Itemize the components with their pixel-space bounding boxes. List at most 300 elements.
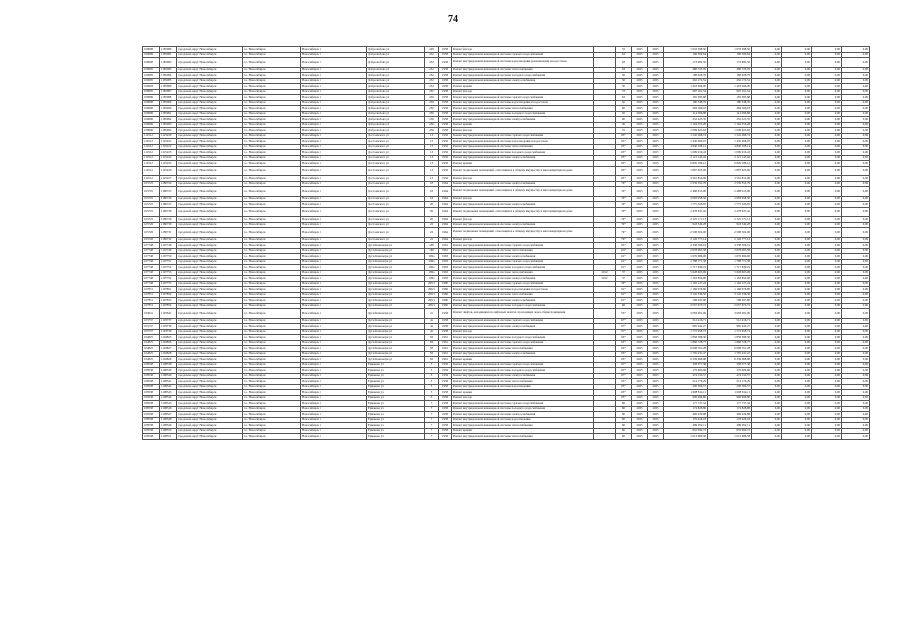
cell-city: Новосибирск г [301,298,367,304]
cell-total-cost: 196 509,64 [664,52,708,58]
cell-plan-start-year: 2025 [632,222,648,228]
cell-fund-cost: 1 166 976,80 [708,287,752,293]
cell-owner-funds: 0,00 [842,351,870,357]
cell-owner-funds: 0,00 [842,303,870,309]
cell-municipal-funds: 0,00 [812,100,842,106]
cell-object-id: 1180729 [160,217,177,223]
cell-object-id: 1108540 [160,373,177,379]
cell-municipality: городской округ Новосибирск [177,67,243,73]
cell-built-year: 1963 [439,276,452,282]
cell-municipal-funds: 0,00 [812,276,842,282]
cell-regional-funds: 0,00 [782,155,812,161]
cell-federal-funds: 0,00 [752,78,782,84]
cell-reg-code: 103737 [143,324,160,330]
cell-street: Ермакова ул [367,417,425,423]
cell-federal-funds: 0,00 [752,340,782,346]
cell-plan-end-year: 2025 [648,222,664,228]
cell-city: Новосибирск г [301,329,367,335]
cell-reg-code: 109693 [143,84,160,90]
cell-federal-funds: 0,00 [752,155,782,161]
cell-owner-funds: 0,00 [842,58,870,68]
cell-work-type: Ремонт внутридомовой инженерной системы электроснабжения [452,78,594,84]
cell-regional-funds: 0,00 [782,395,812,401]
cell-reg-code: 103725 [143,207,160,217]
cell-plan-start-year: 2025 [632,84,648,90]
cell-plan-start-year: 2025 [632,373,648,379]
cell-owner-funds: 0,00 [842,368,870,374]
cell-plan-end-year: 2025 [648,100,664,106]
cell-municipality: городской округ Новосибирск [177,139,243,145]
cell-settlement: г.о. Новосибирск [243,139,301,145]
cell-work-type: Ремонт внутридомовой инженерной системы горячего водоснабжения [452,318,594,324]
cell-regional-funds: 0,00 [782,222,812,228]
cell-total-cost: 1 670 696,00 [664,254,708,260]
cell-total-cost: 6 098 761,28 [664,346,708,352]
cell-regional-funds: 0,00 [782,335,812,341]
cell-city: Новосибирск г [301,117,367,123]
cell-street: Дуси Ковальчук ул [367,324,425,330]
cell-work-type: Ремонт внутридомовой инженерной системы водоотведения и водостоков [452,287,594,293]
cell-municipal-funds: 0,00 [812,373,842,379]
cell-reg-code: 107748 [143,243,160,249]
cell-house: 18 [425,181,439,187]
cell-municipal-funds: 0,00 [812,187,842,197]
cell-work-type: Ремонт внутридомовой инженерной системы холодного водоснабжения [452,335,594,341]
cell-plan-start-year: 2025 [632,428,648,434]
cell-prev-repair-year [594,58,616,68]
cell-wear-percent: 50 [616,111,632,117]
cell-settlement: г.о. Новосибирск [243,428,301,434]
cell-built-year: 1960 [439,298,452,304]
cell-municipality: городской округ Новосибирск [177,181,243,187]
cell-reg-code: 108538 [143,390,160,396]
cell-federal-funds: 0,00 [752,368,782,374]
cell-street: Достоевского ул [367,133,425,139]
cell-settlement: г.о. Новосибирск [243,368,301,374]
cell-fund-cost: 469 229,88 [708,412,752,418]
cell-plan-start-year: 2025 [632,292,648,298]
cell-house: 22 [425,228,439,238]
cell-work-type: Ремонт внутридомовой инженерной системы холодного водоснабжения [452,368,594,374]
cell-city: Новосибирск г [301,161,367,167]
cell-built-year: 1964 [439,202,452,208]
cell-house: 4а [425,329,439,335]
cell-reg-code: 108538 [143,362,160,368]
cell-work-type: Ремонт внутридомовой инженерной системы теплоснабжения [452,292,594,298]
cell-object-id: 1185083 [160,67,177,73]
cell-street: Достоевского ул [367,181,425,187]
cell-built-year: 1958 [439,84,452,90]
cell-municipality: городской округ Новосибирск [177,89,243,95]
cell-total-cost: 358 077,38 [664,362,708,368]
cell-object-id: 1104827 [160,346,177,352]
cell-settlement: г.о. Новосибирск [243,106,301,112]
cell-owner-funds: 0,00 [842,243,870,249]
cell-settlement: г.о. Новосибирск [243,417,301,423]
cell-plan-end-year: 2025 [648,303,664,309]
cell-house: 20 [425,202,439,208]
cell-regional-funds: 0,00 [782,243,812,249]
cell-regional-funds: 0,00 [782,379,812,385]
cell-total-cost: 6 826 186,12 [664,161,708,167]
cell-municipality: городской округ Новосибирск [177,117,243,123]
cell-fund-cost: 1 164 353,28 [708,122,752,128]
cell-plan-end-year: 2025 [648,254,664,260]
cell-reg-code: 107748 [143,270,160,276]
cell-street: Достоевского ул [367,161,425,167]
cell-built-year: 1958 [439,329,452,335]
cell-federal-funds: 0,00 [752,58,782,68]
cell-object-id: 1108541 [160,379,177,385]
cell-federal-funds: 0,00 [752,276,782,282]
cell-reg-code: 107748 [143,254,160,260]
cell-object-id: 1125226 [160,166,177,176]
cell-municipality: городской округ Новосибирск [177,406,243,412]
cell-work-type: Ремонт фасада [452,395,594,401]
cell-regional-funds: 0,00 [782,78,812,84]
cell-fund-cost: 489 052,11 [708,423,752,429]
cell-work-type: Ремонт внутридомовой инженерной системы теплоснабжения [452,67,594,73]
cell-house: 5 [425,390,439,396]
cell-wear-percent: 79* [616,237,632,243]
cell-municipal-funds: 0,00 [812,52,842,58]
cell-fund-cost: 3 083 481,00 [708,309,752,319]
cell-federal-funds: 0,00 [752,47,782,53]
cell-built-year: 1963 [439,270,452,276]
cell-total-cost: 1 013 686,58 [664,434,708,440]
cell-regional-funds: 0,00 [782,270,812,276]
cell-municipality: городской округ Новосибирск [177,417,243,423]
cell-plan-start-year: 2025 [632,67,648,73]
cell-owner-funds: 0,00 [842,309,870,319]
cell-municipality: городской округ Новосибирск [177,111,243,117]
cell-house: 22 [425,222,439,228]
cell-work-type: Ремонт внутридомовой инженерной системы теплоснабжения [452,248,594,254]
cell-reg-code: 107851 [143,287,160,293]
cell-built-year: 1956 [439,133,452,139]
cell-city: Новосибирск г [301,434,367,440]
cell-municipal-funds: 0,00 [812,318,842,324]
cell-municipality: городской округ Новосибирск [177,281,243,287]
cell-total-cost: 1 450 066,97 [664,139,708,145]
cell-house: 248 [425,47,439,53]
cell-work-type: Ремонт внутридомовой инженерной системы теплоснабжения [452,434,594,440]
cell-street: Достоевского ул [367,228,425,238]
cell-wear-percent: 63* [616,150,632,156]
cell-wear-percent: 61* [616,259,632,265]
cell-settlement: г.о. Новосибирск [243,351,301,357]
cell-city: Новосибирск г [301,368,367,374]
cell-settlement: г.о. Новосибирск [243,122,301,128]
cell-city: Новосибирск г [301,346,367,352]
cell-city: Новосибирск г [301,144,367,150]
cell-work-type: Ремонт внутридомовой инженерной системы теплоснабжения [452,144,594,150]
cell-settlement: г.о. Новосибирск [243,423,301,429]
cell-reg-code: 109695 [143,89,160,95]
cell-house: 41 [425,309,439,319]
cell-municipal-funds: 0,00 [812,58,842,68]
cell-street: Достоевского ул [367,202,425,208]
cell-plan-end-year: 2025 [648,84,664,90]
cell-plan-end-year: 2025 [648,434,664,440]
cell-municipality: городской округ Новосибирск [177,155,243,161]
cell-plan-end-year: 2025 [648,217,664,223]
cell-reg-code: 107748 [143,259,160,265]
cell-fund-cost: 1 545 268,74 [708,133,752,139]
cell-federal-funds: 0,00 [752,379,782,385]
cell-city: Новосибирск г [301,176,367,182]
cell-plan-end-year: 2025 [648,181,664,187]
cell-regional-funds: 0,00 [782,265,812,271]
cell-built-year: 1958 [439,111,452,117]
cell-plan-start-year: 2025 [632,95,648,101]
cell-settlement: г.о. Новосибирск [243,207,301,217]
cell-municipality: городской округ Новосибирск [177,144,243,150]
cell-owner-funds: 0,00 [842,417,870,423]
cell-city: Новосибирск г [301,150,367,156]
cell-work-type: Ремонт внутридомовой инженерной системы теплоснабжения [452,346,594,352]
cell-street: Добролюбова ул [367,117,425,123]
cell-regional-funds: 0,00 [782,52,812,58]
cell-owner-funds: 0,00 [842,150,870,156]
cell-settlement: г.о. Новосибирск [243,217,301,223]
cell-reg-code: 112512 [143,133,160,139]
cell-object-id: 1103739 [160,329,177,335]
cell-municipal-funds: 0,00 [812,254,842,260]
cell-city: Новосибирск г [301,318,367,324]
cell-regional-funds: 0,00 [782,329,812,335]
cell-municipality: городской округ Новосибирск [177,202,243,208]
cell-settlement: г.о. Новосибирск [243,100,301,106]
cell-regional-funds: 0,00 [782,144,812,150]
cell-object-id: 1107754 [160,276,177,282]
cell-work-type: Ремонт внутридомовой инженерной системы горячего водоснабжения [452,340,594,346]
cell-house: 13 [425,166,439,176]
cell-city: Новосибирск г [301,324,367,330]
cell-municipality: городской округ Новосибирск [177,276,243,282]
cell-municipal-funds: 0,00 [812,111,842,117]
cell-wear-percent: 67* [616,362,632,368]
cell-object-id: 1108551 [160,434,177,440]
cell-municipal-funds: 0,00 [812,428,842,434]
cell-street: Дуси Ковальчук ул [367,243,425,249]
cell-reg-code: 109696 [143,111,160,117]
cell-plan-end-year: 2025 [648,281,664,287]
cell-total-cost: 1 545 268,74 [664,133,708,139]
cell-regional-funds: 0,00 [782,166,812,176]
cell-house: 4а [425,318,439,324]
cell-work-type: Ремонт внутридомовой инженерной системы теплоснабжения [452,106,594,112]
cell-plan-start-year: 2025 [632,89,648,95]
cell-owner-funds: 0,00 [842,207,870,217]
cell-federal-funds: 0,00 [752,117,782,123]
cell-city: Новосибирск г [301,139,367,145]
cell-built-year: 1958 [439,89,452,95]
cell-municipality: городской округ Новосибирск [177,106,243,112]
cell-house: 169a [425,276,439,282]
cell-federal-funds: 0,00 [752,324,782,330]
cell-fund-cost: 1 633 598,50 [708,47,752,53]
cell-reg-code: 108538 [143,373,160,379]
cell-total-cost: 1 788 771,38 [664,259,708,265]
cell-wear-percent: 79* [616,217,632,223]
cell-regional-funds: 0,00 [782,362,812,368]
cell-municipality: городской округ Новосибирск [177,351,243,357]
cell-municipality: городской округ Новосибирск [177,287,243,293]
cell-object-id: 1185082 [160,58,177,68]
cell-built-year: 1960 [439,292,452,298]
cell-regional-funds: 0,00 [782,117,812,123]
cell-wear-percent: 63 [616,58,632,68]
cell-reg-code: 107748 [143,276,160,282]
cell-wear-percent: 60 [616,303,632,309]
cell-fund-cost: 6 826 186,12 [708,161,752,167]
cell-plan-end-year: 2025 [648,401,664,407]
cell-plan-end-year: 2025 [648,265,664,271]
cell-federal-funds: 0,00 [752,329,782,335]
cell-plan-start-year: 2025 [632,434,648,440]
cell-owner-funds: 0,00 [842,373,870,379]
cell-total-cost: 474 150,57 [664,373,708,379]
cell-municipal-funds: 0,00 [812,401,842,407]
cell-municipal-funds: 0,00 [812,144,842,150]
cell-object-id: 1108544 [160,395,177,401]
cell-owner-funds: 0,00 [842,324,870,330]
cell-wear-percent: 53* [616,309,632,319]
cell-municipal-funds: 0,00 [812,270,842,276]
cell-settlement: г.о. Новосибирск [243,73,301,79]
cell-municipal-funds: 0,00 [812,166,842,176]
cell-wear-percent: 63 [616,67,632,73]
cell-reg-code: 108538 [143,417,160,423]
cell-settlement: г.о. Новосибирск [243,281,301,287]
cell-fund-cost: 2 508 302,00 [708,228,752,238]
cell-municipality: городской округ Новосибирск [177,324,243,330]
cell-owner-funds: 0,00 [842,281,870,287]
cell-street: Дуси Ковальчук ул [367,303,425,309]
cell-built-year: 1956 [439,166,452,176]
cell-federal-funds: 0,00 [752,270,782,276]
cell-plan-end-year: 2025 [648,78,664,84]
cell-federal-funds: 0,00 [752,95,782,101]
cell-reg-code: 109695 [143,67,160,73]
cell-federal-funds: 0,00 [752,187,782,197]
cell-street: Добролюбова ул [367,84,425,90]
cell-street: Достоевского ул [367,187,425,197]
cell-fund-cost: 1 008 814,11 [708,390,752,396]
cell-house: 4а [425,324,439,330]
cell-wear-percent: 61* [616,265,632,271]
cell-municipality: городской округ Новосибирск [177,217,243,223]
cell-house: 18 [425,196,439,202]
cell-wear-percent: 61* [616,287,632,293]
cell-federal-funds: 0,00 [752,259,782,265]
cell-total-cost: 489 052,11 [664,423,708,429]
cell-plan-start-year: 2025 [632,47,648,53]
cell-municipality: городской округ Новосибирск [177,292,243,298]
cell-reg-code: 104825 [143,335,160,341]
cell-built-year: 1956 [439,150,452,156]
cell-municipal-funds: 0,00 [812,202,842,208]
cell-prev-repair-year [594,207,616,217]
cell-built-year: 1961 [439,346,452,352]
cell-house: 3 [425,368,439,374]
cell-municipality: городской округ Новосибирск [177,428,243,434]
cell-street: Дуси Ковальчук ул [367,329,425,335]
cell-street: Достоевского ул [367,139,425,145]
cell-total-cost: 2 125 171,13 [664,217,708,223]
cell-street: Добролюбова ул [367,128,425,134]
cell-work-type: Ремонт внутридомовой инженерной системы электроснабжения [452,298,594,304]
cell-owner-funds: 0,00 [842,52,870,58]
cell-settlement: г.о. Новосибирск [243,237,301,243]
cell-plan-end-year: 2025 [648,243,664,249]
cell-settlement: г.о. Новосибирск [243,287,301,293]
cell-settlement: г.о. Новосибирск [243,401,301,407]
cell-settlement: г.о. Новосибирск [243,254,301,260]
cell-municipal-funds: 0,00 [812,139,842,145]
cell-owner-funds: 0,00 [842,166,870,176]
cell-house: 13 [425,176,439,182]
cell-house: 5 [425,379,439,385]
cell-house: 169a [425,270,439,276]
cell-owner-funds: 0,00 [842,340,870,346]
cell-wear-percent: 50 [616,84,632,90]
cell-built-year: 1960 [439,287,452,293]
cell-total-cost: 469 229,88 [664,412,708,418]
cell-work-type: Ремонт внутридомовой инженерной системы электроснабжения [452,155,594,161]
cell-federal-funds: 0,00 [752,395,782,401]
cell-municipal-funds: 0,00 [812,324,842,330]
cell-wear-percent: 63 [616,95,632,101]
cell-wear-percent: 60 [616,117,632,123]
cell-work-type: Ремонт внутридомовой инженерной системы теплоснабжения [452,379,594,385]
cell-plan-end-year: 2025 [648,155,664,161]
cell-plan-start-year: 2025 [632,217,648,223]
cell-reg-code: 103726 [143,237,160,243]
cell-object-id: 1180732 [160,237,177,243]
cell-house: 206/1 [425,303,439,309]
cell-plan-start-year: 2025 [632,423,648,429]
cell-plan-end-year: 2025 [648,133,664,139]
cell-built-year: 1958 [439,58,452,68]
cell-fund-cost: 1 867 625,00 [708,166,752,176]
cell-settlement: г.о. Новосибирск [243,346,301,352]
cell-federal-funds: 0,00 [752,243,782,249]
cell-street: Дуси Ковальчук ул [367,270,425,276]
cell-city: Новосибирск г [301,384,367,390]
cell-owner-funds: 0,00 [842,181,870,187]
cell-street: Достоевского ул [367,196,425,202]
cell-prev-repair-year [594,166,616,176]
cell-reg-code: 108538 [143,406,160,412]
cell-settlement: г.о. Новосибирск [243,150,301,156]
cell-plan-start-year: 2025 [632,259,648,265]
cell-fund-cost: 2 559 552,79 [708,181,752,187]
cell-street: Дуси Ковальчук ул [367,309,425,319]
cell-built-year: 1963 [439,254,452,260]
cell-work-type: Ремонт фасада [452,237,594,243]
cell-reg-code: 112512 [143,155,160,161]
cell-federal-funds: 0,00 [752,362,782,368]
cell-fund-cost: 1 013 686,58 [708,434,752,440]
cell-plan-start-year: 2025 [632,379,648,385]
page-number: 74 [448,14,458,25]
cell-house: 252 [425,52,439,58]
cell-total-cost: 985 442,27 [664,324,708,330]
cell-municipality: городской округ Новосибирск [177,187,243,197]
cell-plan-start-year: 2025 [632,122,648,128]
